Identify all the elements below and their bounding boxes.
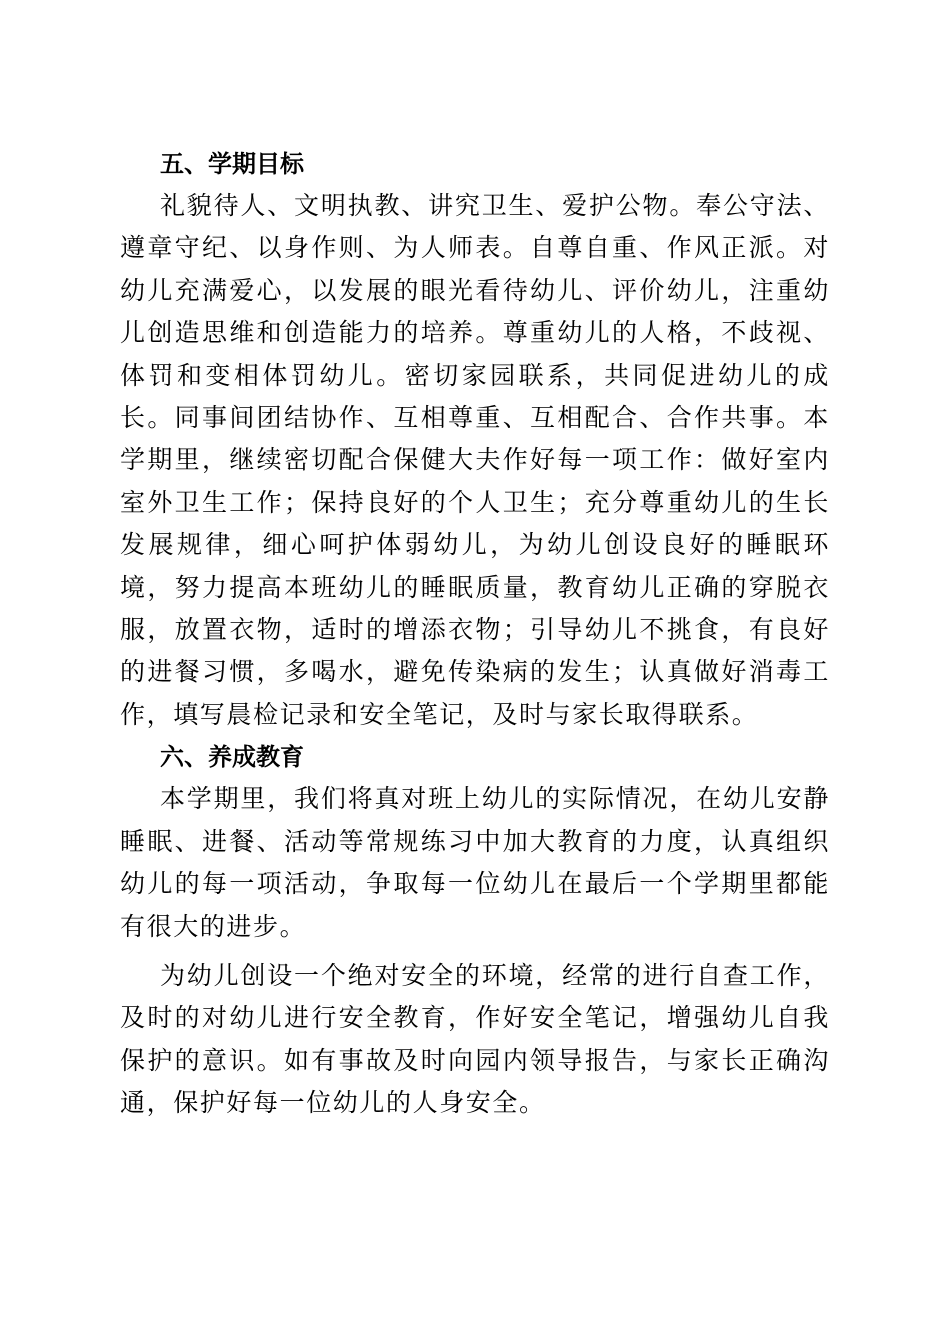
section-heading-goals: 五、学期目标 — [160, 150, 304, 178]
goals-paragraph: 礼貌待人、文明执教、讲究卫生、爱护公物。奉公守法、遵章守纪、以身作则、为人师表。自尊自重、作风正派。对幼儿充满爱心，以发展的眼光看待幼儿、评价幼儿，注重幼儿创造思维和创造能力的培养。尊重幼儿的人格，不歧视、体罚和变相体罚幼儿。密切家园联系，共同促进幼儿的成长。同事间团结协作、互相尊重、互相配合、合作共事。本学期里，继续密切配合保健大夫作好每一项工作：做好室内室外卫生工作；保持良好的个人卫生；充分尊重幼儿的生长发展规律，细心呵护体弱幼儿，为幼儿创设良好的睡眠环境，努力提高本班幼儿的睡眠质量，教育幼儿正确的穿脱衣服，放置衣物，适时的增添衣物；引导幼儿不挑食，有良好的进餐习惯，多喝水，避免传染病的发生；认真做好消毒工作，填写晨检记录和安全笔记，及时与家长取得联系。 — [120, 191, 830, 729]
document-body — [120, 143, 830, 1125]
section-heading-habit-education: 六、养成教育 — [160, 743, 304, 772]
habit-paragraph-2: 为幼儿创设一个绝对安全的环境，经常的进行自查工作，及时的对幼儿进行安全教育，作好安全笔记，增强幼儿自我保护的意识。如有事故及时向园内领导报告，与家长正确沟通，保护好每一位幼儿的人身安全。 — [120, 960, 830, 1118]
habit-paragraph-1: 本学期里，我们将真对班上幼儿的实际情况，在幼儿安静睡眠、进餐、活动等常规练习中加大教育的力度，认真组织幼儿的每一项活动，争取每一位幼儿在最后一个学期里都能有很大的进步。 — [120, 784, 830, 941]
paragraph-gap — [120, 948, 830, 955]
